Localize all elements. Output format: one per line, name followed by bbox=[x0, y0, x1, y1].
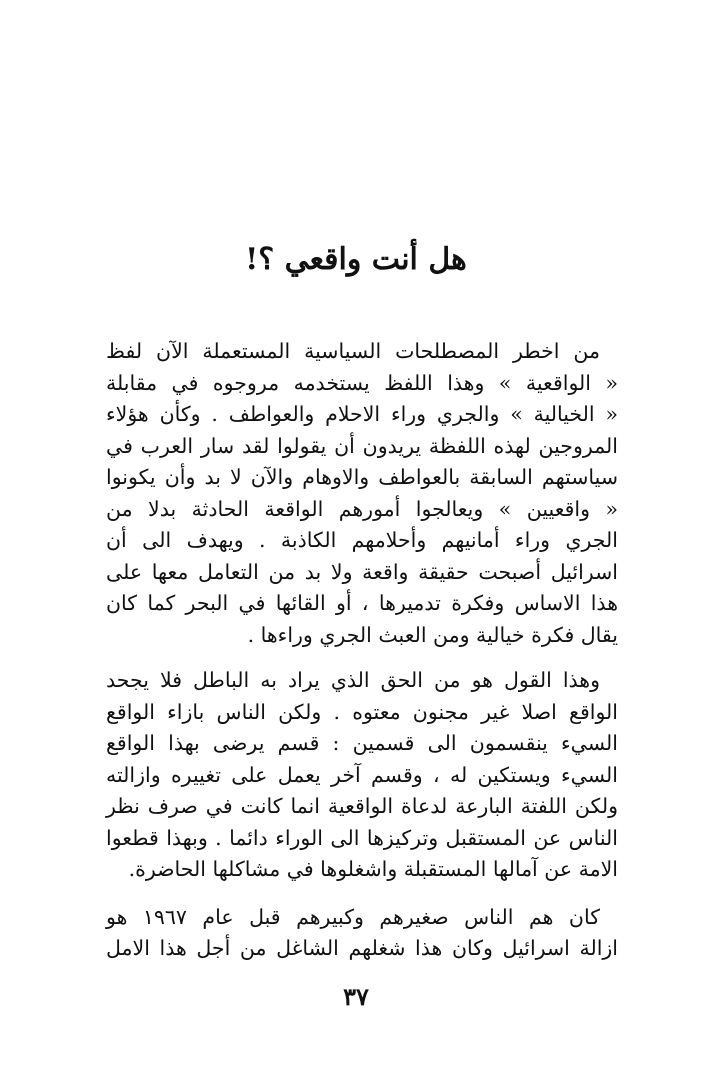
text-line: الامة عن آمالها المستقبلة واشغلوها في مشاكلها الحاضرة. bbox=[128, 857, 618, 881]
text-line: اسرائيل أصبحت حقيقة واقعة ولا بد من التعامل معها على bbox=[106, 559, 618, 584]
text-line: السيء ينقسمون الى قسمين : قسم يرضى بهذا الواقع bbox=[106, 731, 618, 755]
text-line: ولكن اللفتة البارعة لدعاة الواقعية انما كانت في صرف نظر bbox=[106, 794, 618, 818]
text-line: كان هم الناس صغيرهم وكبيرهم قبل عام ١٩٦٧ هو bbox=[106, 904, 600, 929]
body-text bbox=[106, 336, 618, 977]
text-line: هذا الاساس وفكرة تدميرها ، أو القائها في البحر كما كان bbox=[106, 591, 618, 615]
chapter-title: هل أنت واقعي ؟! bbox=[245, 242, 467, 277]
text-line: المروجين لهذه اللفظة يريدون أن يقولوا لقد سار العرب في bbox=[106, 433, 618, 458]
text-line: سياستهم السابقة بالعواطف والاوهام والآن لا بد وأن يكونوا bbox=[106, 465, 618, 489]
text-line: وهذا القول هو من الحق الذي يراد به الباطل فلا يجحد bbox=[106, 668, 600, 692]
text-line: السيء ويستكين له ، وقسم آخر يعمل على تغييره وازالته bbox=[106, 762, 618, 787]
paragraph bbox=[106, 336, 618, 651]
text-line: الناس عن المستقبل وتركيزها الى الوراء دائما . وبهذا قطعوا bbox=[106, 825, 618, 850]
text-line: « واقعيين » ويعالجوا أمورهم الواقعة الحادثة بدلا من bbox=[106, 496, 618, 521]
text-line: ازالة اسرائيل وكان هذا شغلهم الشاغل من أجل هذا الامل bbox=[106, 936, 618, 960]
text-line: الواقع اصلا غير مجنون معتوه . ولكن الناس بازاء الواقع bbox=[106, 699, 618, 724]
paragraph bbox=[106, 665, 618, 886]
text-line: يقال فكرة خيالية ومن العبث الجري وراءها . bbox=[247, 622, 618, 647]
text-line: الجري وراء أمانيهم وأحلامهم الكاذبة . ويهدف الى أن bbox=[106, 528, 618, 552]
text-line: « الواقعية » وهذا اللفظ يستخدمه مروجوه في مقابلة bbox=[106, 370, 618, 395]
paragraph bbox=[106, 902, 618, 965]
text-line: من اخطر المصطلحات السياسية المستعملة الآن لفظ bbox=[106, 339, 600, 363]
text-line: « الخيالية » والجري وراء الاحلام والعواطف . وكأن هؤلاء bbox=[106, 402, 618, 426]
page-number: ٣٧ bbox=[343, 982, 369, 1011]
